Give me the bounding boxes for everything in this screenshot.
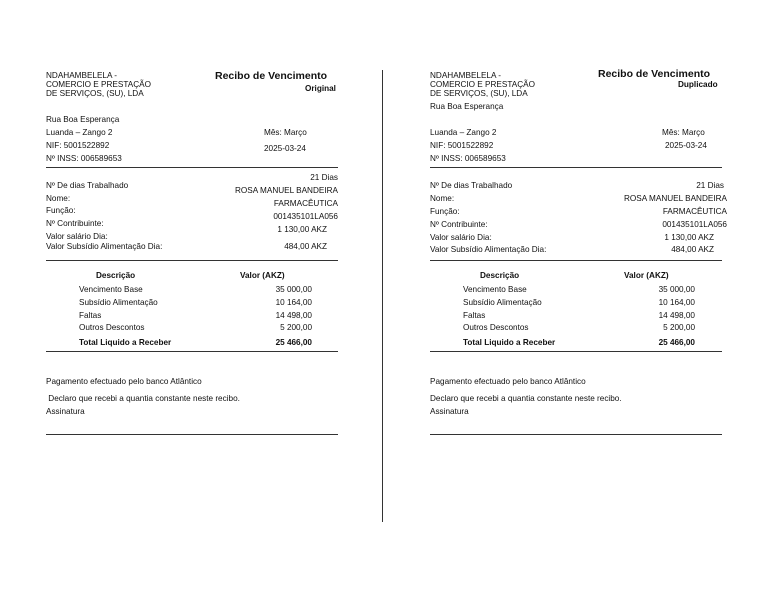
- company-name-line-1: NDAHAMBELELA -: [46, 71, 117, 80]
- receipt-title: Recibo de Vencimento: [598, 68, 711, 80]
- table-header-description: Descrição: [96, 271, 136, 280]
- signature-label: Assinatura: [430, 407, 469, 416]
- salary-day-value: 1 130,00 AKZ: [277, 225, 327, 234]
- payment-note: Pagamento efectuado pelo banco Atlântico: [46, 377, 202, 386]
- section-divider: [46, 351, 338, 352]
- table-row-description: Outros Descontos: [463, 323, 529, 332]
- company-name-line-2: COMERCIO E PRESTAÇÃO: [46, 80, 151, 89]
- function-value: FARMACÊUTICA: [662, 207, 727, 216]
- date-label: 2025-03-24: [264, 144, 306, 153]
- table-row-description: Subsídio Alimentação: [463, 298, 542, 307]
- allowance-day-value: 484,00 AKZ: [284, 242, 327, 251]
- table-header-value: Valor (AKZ): [624, 271, 669, 280]
- table-row-value: 10 164,00: [658, 298, 695, 307]
- allowance-day-label: Valor Subsídio Alimentação Dia:: [46, 242, 163, 251]
- copy-type-label: Duplicado: [678, 80, 718, 89]
- function-value: FARMACÊUTICA: [273, 199, 338, 208]
- name-value: ROSA MANUEL BANDEIRA: [624, 194, 727, 203]
- name-label: Nome:: [430, 194, 455, 203]
- table-row-description: Subsídio Alimentação: [79, 298, 158, 307]
- total-value: 25 466,00: [658, 338, 695, 347]
- function-label: Função:: [46, 206, 76, 215]
- date-label: 2025-03-24: [665, 141, 707, 150]
- address-line-2: Luanda – Zango 2: [430, 128, 497, 137]
- receipt-duplicate: [430, 0, 730, 594]
- salary-day-value: 1 130,00 AKZ: [664, 233, 714, 242]
- company-name-line-1: NDAHAMBELELA -: [430, 71, 501, 80]
- section-divider: [46, 260, 338, 261]
- contributor-value: 001435101LA056: [662, 220, 727, 229]
- address-line-2: Luanda – Zango 2: [46, 128, 113, 137]
- nif-label: NIF: 5001522892: [46, 141, 110, 150]
- days-value: 21 Dias: [696, 181, 724, 190]
- table-header-description: Descrição: [480, 271, 520, 280]
- company-name-line-2: COMERCIO E PRESTAÇÃO: [430, 80, 535, 89]
- allowance-day-label: Valor Subsídio Alimentação Dia:: [430, 245, 547, 254]
- salary-day-label: Valor salário Dia:: [46, 232, 108, 241]
- company-name-line-3: DE SERVIÇOS, (SU), LDA: [46, 89, 144, 98]
- name-label: Nome:: [46, 194, 71, 203]
- days-label: Nº De dias Trabalhado: [430, 181, 513, 190]
- address-line-1: Rua Boa Esperança: [430, 102, 504, 111]
- table-row-description: Faltas: [463, 311, 486, 320]
- table-row-value: 14 498,00: [658, 311, 695, 320]
- company-name-line-3: DE SERVIÇOS, (SU), LDA: [430, 89, 528, 98]
- month-label: Mês: Março: [264, 128, 307, 137]
- table-row-value: 5 200,00: [280, 323, 312, 332]
- inss-label: Nº INSS: 006589653: [430, 154, 506, 163]
- table-header-value: Valor (AKZ): [240, 271, 285, 280]
- signature-line: [46, 434, 338, 435]
- copy-type-label: Original: [305, 84, 336, 93]
- declaration-text: Declaro que recebi a quantia constante neste recibo.: [46, 394, 240, 403]
- table-row-description: Outros Descontos: [79, 323, 145, 332]
- table-row-description: Faltas: [79, 311, 102, 320]
- total-label: Total Liquido a Receber: [463, 338, 556, 347]
- table-row-description: Vencimento Base: [463, 285, 527, 294]
- contributor-value: 001435101LA056: [273, 212, 338, 221]
- allowance-day-value: 484,00 AKZ: [671, 245, 714, 254]
- contributor-label: Nº Contribuinte:: [46, 219, 104, 228]
- table-row-value: 35 000,00: [275, 285, 312, 294]
- section-divider: [46, 167, 338, 168]
- salary-day-label: Valor salário Dia:: [430, 233, 492, 242]
- inss-label: Nº INSS: 006589653: [46, 154, 122, 163]
- nif-label: NIF: 5001522892: [430, 141, 494, 150]
- address-line-1: Rua Boa Esperança: [46, 115, 120, 124]
- section-divider: [430, 167, 722, 168]
- table-row-value: 10 164,00: [275, 298, 312, 307]
- receipt-original: [46, 0, 346, 594]
- contributor-label: Nº Contribuinte:: [430, 220, 488, 229]
- month-label: Mês: Março: [662, 128, 705, 137]
- name-value: ROSA MANUEL BANDEIRA: [235, 186, 338, 195]
- table-row-description: Vencimento Base: [79, 285, 143, 294]
- total-label: Total Liquido a Receber: [79, 338, 172, 347]
- receipt-separator: [382, 70, 383, 522]
- receipt-title: Recibo de Vencimento: [215, 70, 328, 82]
- section-divider: [430, 260, 722, 261]
- total-value: 25 466,00: [275, 338, 312, 347]
- section-divider: [430, 351, 722, 352]
- days-value: 21 Dias: [310, 173, 338, 182]
- table-row-value: 35 000,00: [658, 285, 695, 294]
- payment-note: Pagamento efectuado pelo banco Atlântico: [430, 377, 586, 386]
- signature-label: Assinatura: [46, 407, 85, 416]
- signature-line: [430, 434, 722, 435]
- days-label: Nº De dias Trabalhado: [46, 181, 129, 190]
- table-row-value: 14 498,00: [275, 311, 312, 320]
- table-row-value: 5 200,00: [663, 323, 695, 332]
- declaration-text: Declaro que recebi a quantia constante neste recibo.: [430, 394, 622, 403]
- function-label: Função:: [430, 207, 460, 216]
